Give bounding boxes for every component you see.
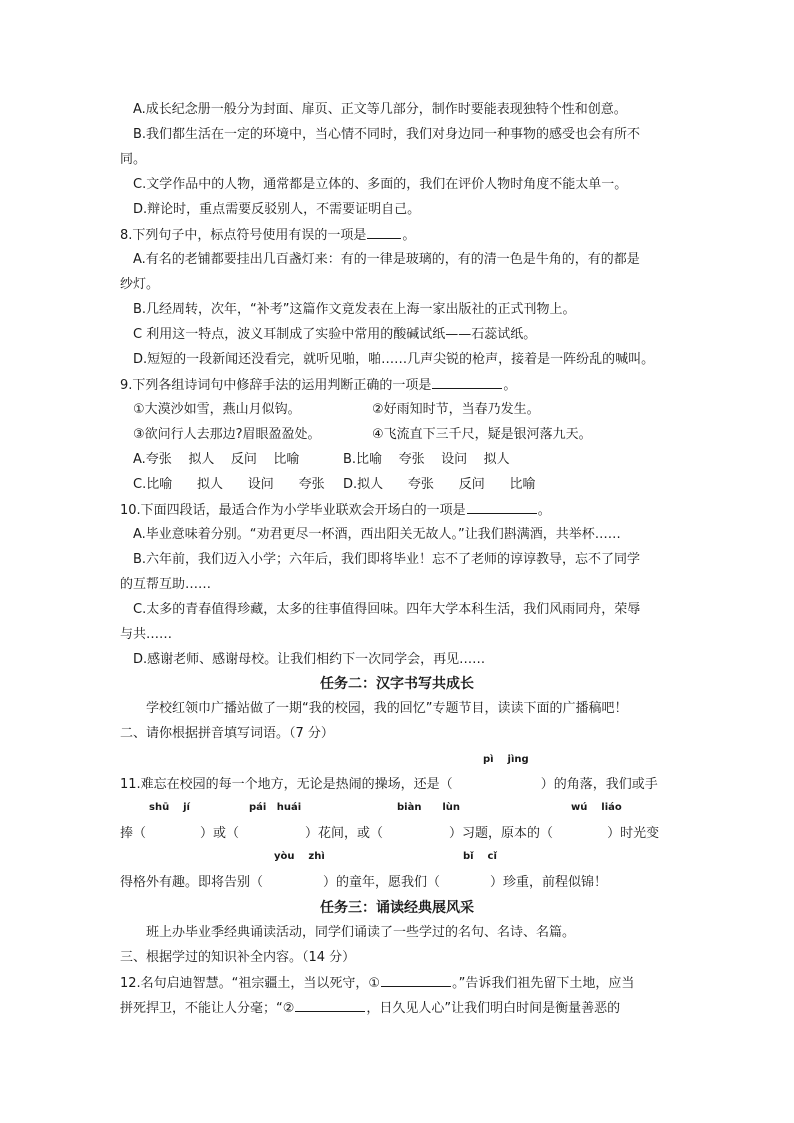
q8-option-a: A.有名的老铺都要挂出几百盏灯来：有的一律是玻璃的，有的清一色是牛角的，有的都是 — [133, 252, 640, 267]
pinyin-pijing: pì jìng — [483, 754, 529, 765]
task3-title: 任务三：诵读经典展风采 — [320, 900, 474, 916]
section-two-heading: 二、请你根据拼音填写词语。（7 分） — [120, 726, 334, 741]
q8-stem — [120, 226, 680, 245]
q9-sentence-2: ②好雨知时节，当春乃发生。 — [372, 402, 540, 417]
q7-option-b-cont: 同。 — [120, 152, 147, 167]
q11-line2-text-d: ）习题，原本的（ — [449, 826, 554, 841]
q9-sentence-3: ③欲问行人去那边?眉眼盈盈处。 — [133, 427, 321, 442]
q10-option-b: B.六年前，我们迈入小学；六年后，我们即将毕业！忘不了老师的谆谆教导，忘不了同学 — [133, 552, 641, 567]
task3-intro: 班上办毕业季经典诵读活动，同学们诵读了一些学过的名句、名诗、名篇。 — [146, 925, 576, 940]
q12-line2-text-b: ，日久见人心”让我们明白时间是衡量善恶的 — [366, 1001, 621, 1016]
q10-option-c-cont: 与共…… — [120, 627, 173, 642]
task2-title: 任务二：汉字书写共成长 — [320, 676, 474, 692]
q9-stem — [120, 376, 680, 395]
q9-sentence-1: ①大漠沙如雪，燕山月似钩。 — [133, 402, 301, 417]
q11-line2-text-c: ）花间，或（ — [305, 826, 384, 841]
q11-line-3 — [120, 874, 680, 892]
q12-blank-1[interactable] — [381, 974, 451, 987]
q10-answer-blank[interactable] — [467, 501, 537, 514]
pinyin-wuliao: wú liáo — [571, 802, 622, 813]
section-three-heading: 三、根据学过的知识补全内容。（14 分） — [120, 950, 356, 965]
pinyin-shuji: shū jí — [149, 802, 190, 813]
q10-option-d: D.感谢老师、感谢母校。让我们相约下一次同学会，再见…… — [133, 652, 486, 667]
q9-option-b: B.比喻 夸张 设问 拟人 — [343, 452, 510, 467]
q10-stem-end: 。 — [537, 503, 551, 518]
q7-option-a: A.成长纪念册一般分为封面、扉页、正文等几部分，制作时要能表现独特个性和创意。 — [133, 102, 627, 117]
q9-stem-text: 9.下列各组诗词句中修辞手法的运用判断正确的一项是 — [120, 378, 432, 393]
q8-answer-blank[interactable] — [367, 226, 401, 239]
q11-line-1 — [120, 776, 680, 794]
q11-line2-text-b: ）或（ — [200, 826, 240, 841]
q8-option-c: C 利用这一特点，波义耳制成了实验中常用的酸碱试纸——石蕊试纸。 — [133, 327, 537, 342]
q11-line1-text-b: ）的角落，我们或手 — [540, 777, 658, 792]
q12-line1-text-a: 12.名句启迪智慧。“祖宗疆土，当以死守，① — [120, 976, 381, 991]
q9-stem-end: 。 — [503, 378, 517, 393]
q11-line-2 — [120, 825, 680, 843]
pinyin-paihuai: pái huái — [249, 802, 302, 813]
q11-line3-text-b: ）的童年，愿我们（ — [323, 875, 441, 890]
q12-line1-text-b: 。”告诉我们祖先留下土地，应当 — [452, 976, 635, 991]
q7-option-b: B.我们都生活在一定的环境中，当心情不同时，我们对身边同一种事物的感受也会有所不 — [133, 127, 641, 142]
q8-option-b: B.几经周转，次年，“补考”这篇作文竟发表在上海一家出版社的正式刊物上。 — [133, 302, 576, 317]
q10-option-b-cont: 的互帮互助…… — [120, 577, 212, 592]
q8-stem-end: 。 — [402, 228, 416, 243]
q12-line-1 — [120, 974, 680, 993]
q9-sentence-4: ④飞流直下三千尺，疑是银河落九天。 — [372, 427, 592, 442]
pinyin-bici: bǐ cǐ — [463, 851, 497, 862]
q7-option-c: C.文学作品中的人物，通常都是立体的、多面的，我们在评价人物时角度不能太单一。 — [133, 177, 628, 192]
q9-option-a: A.夸张 拟人 反问 比喻 — [133, 452, 300, 467]
task2-intro: 学校红领巾广播站做了一期“我的校园，我的回忆”专题节目，读读下面的广播稿吧！ — [146, 701, 628, 716]
q11-line2-text-e: ）时光变 — [607, 826, 660, 841]
q10-option-a: A.毕业意味着分别。“劝君更尽一杯酒，西出阳关无故人。”让我们斟满酒，共举杯…… — [133, 527, 621, 542]
q12-line2-text-a: 拼死捍卫，不能让人分毫；“② — [120, 1001, 295, 1016]
pinyin-bianlun: biàn lùn — [397, 802, 461, 813]
q10-stem — [120, 501, 680, 520]
q8-stem-text: 8.下列句子中，标点符号使用有误的一项是 — [120, 228, 367, 243]
q11-line2-text-a: 捧（ — [120, 826, 147, 841]
q9-option-c: C.比喻 拟人 设问 夸张 — [133, 477, 325, 492]
q9-option-d: D.拟人 夸张 反问 比喻 — [343, 477, 536, 492]
q8-option-d: D.短短的一段新闻还没看完，就听见啪，啪……几声尖锐的枪声，接着是一阵纷乱的喊叫。 — [133, 352, 655, 367]
pinyin-youzhi: yòu zhì — [274, 851, 325, 862]
q12-blank-2[interactable] — [295, 999, 365, 1012]
q8-option-a-cont: 纱灯。 — [120, 277, 160, 292]
q11-line3-text-a: 得格外有趣。即将告别（ — [120, 875, 264, 890]
q7-option-d: D.辩论时，重点需要反驳别人，不需要证明自己。 — [133, 202, 421, 217]
q10-stem-text: 10.下面四段话，最适合作为小学毕业联欢会开场白的一项是 — [120, 503, 466, 518]
q12-line-2 — [120, 999, 680, 1018]
q11-line3-text-c: ）珍重，前程似锦！ — [490, 875, 608, 890]
q10-option-c: C.太多的青春值得珍藏，太多的往事值得回味。四年大学本科生活，我们风雨同舟，荣辱 — [133, 602, 641, 617]
q9-answer-blank[interactable] — [432, 376, 502, 389]
q11-line1-text-a: 11.难忘在校园的每一个地方，无论是热闹的操场，还是（ — [120, 777, 453, 792]
